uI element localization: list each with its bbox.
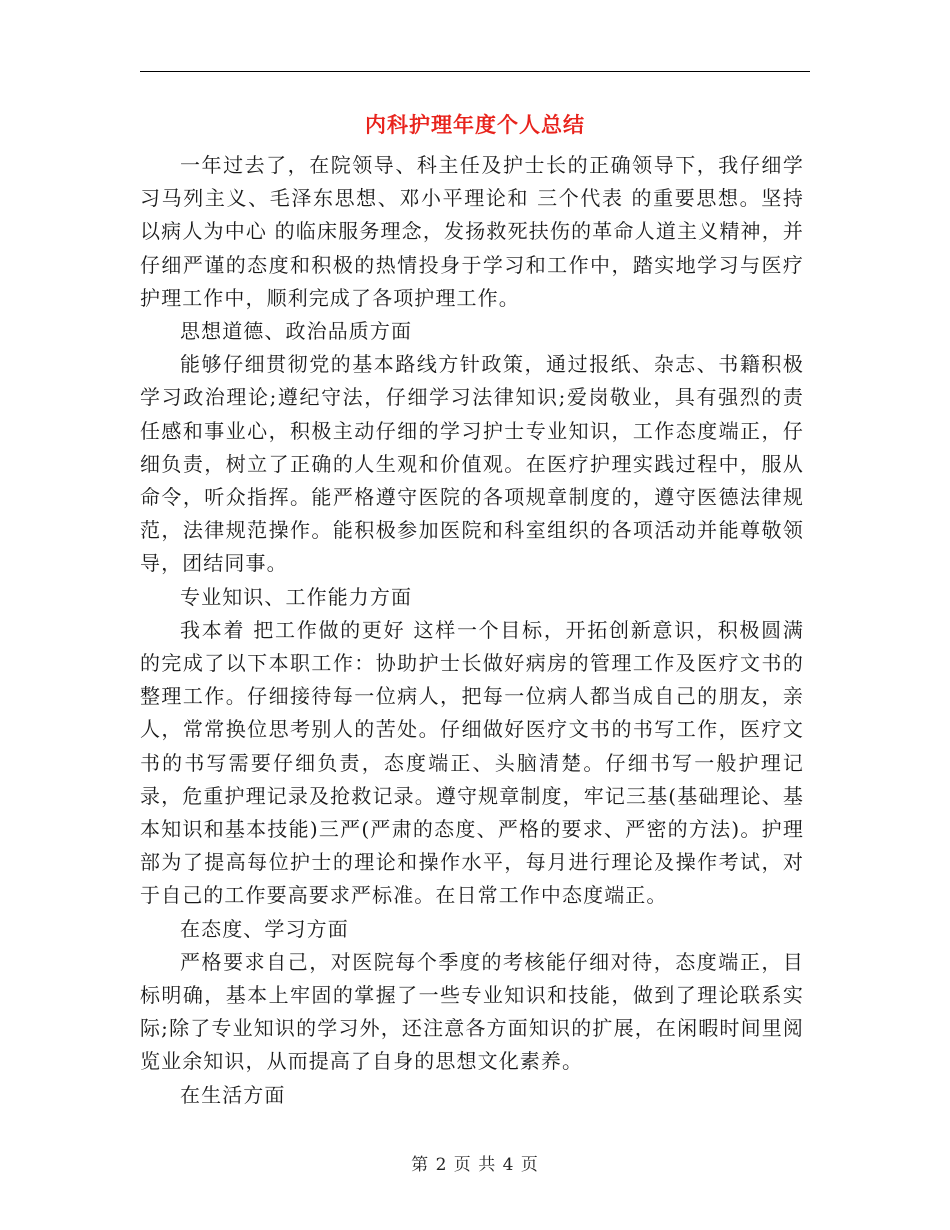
body-paragraph: 我本着 把工作做的更好 这样一个目标，开拓创新意识，积极圆满的完成了以下本职工作：协助护士长做好病房的管理工作及医疗文书的整理工作。仔细接待每一位病人，把每一位病人都当成自己的朋友，亲人，常常换位思考别人的苦处。仔细做好医疗文书的书写工作，医疗文书的书写需要仔细负责，态度端正、头脑清楚。仔细书写一般护理记录，危重护理记录及抢救记录。遵守规章制度，牢记三基(基础理论、基本知识和基本技能)三严(严肃的态度、严格的要求、严密的方法)。护理部为了提高每位护士的理论和操作水平，每月进行理论及操作考试，对于自己的工作要高要求严标准。在日常工作中态度端正。 — [140, 617, 804, 908]
document-body — [140, 149, 804, 1112]
section-heading: 专业知识、工作能力方面 — [180, 584, 413, 609]
body-paragraph: 严格要求自己，对医院每个季度的考核能仔细对待，态度端正，目标明确，基本上牢固的掌握了一些专业知识和技能，做到了理论联系实际;除了专业知识的学习外，还注意各方面知识的扩展，在闲暇时间里阅览业余知识，从而提高了自身的思想文化素养。 — [140, 949, 804, 1074]
body-paragraph: 能够仔细贯彻党的基本路线方针政策，通过报纸、杂志、书籍积极学习政治理论;遵纪守法，仔细学习法律知识;爱岗敬业，具有强烈的责任感和事业心，积极主动仔细的学习护士专业知识，工作态度端正，仔细负责，树立了正确的人生观和价值观。在医疗护理实践过程中，服从命令，听众指挥。能严格遵守医院的各项规章制度的，遵守医德法律规范，法律规范操作。能积极参加医院和科室组织的各项活动并能尊敬领导，团结同事。 — [140, 352, 804, 576]
section-heading: 在态度、学习方面 — [180, 916, 349, 941]
body-paragraph: 一年过去了，在院领导、科主任及护士长的正确领导下，我仔细学习马列主义、毛泽东思想、邓小平理论和 三个代表 的重要思想。坚持 以病人为中心 的临床服务理念，发扬救死扶伤的革命人道主义精神，并仔细严谨的态度和积极的热情投身于学习和工作中，踏实地学习与医疗护理工作中，顺利完成了各项护理工作。 — [140, 153, 804, 310]
header-rule — [140, 71, 810, 72]
section-heading: 在生活方面 — [180, 1082, 286, 1107]
page-number-footer: 第 2 页 共 4 页 — [411, 1155, 539, 1175]
section-heading: 思想道德、政治品质方面 — [180, 319, 413, 344]
document-title: 内科护理年度个人总结 — [365, 113, 585, 137]
